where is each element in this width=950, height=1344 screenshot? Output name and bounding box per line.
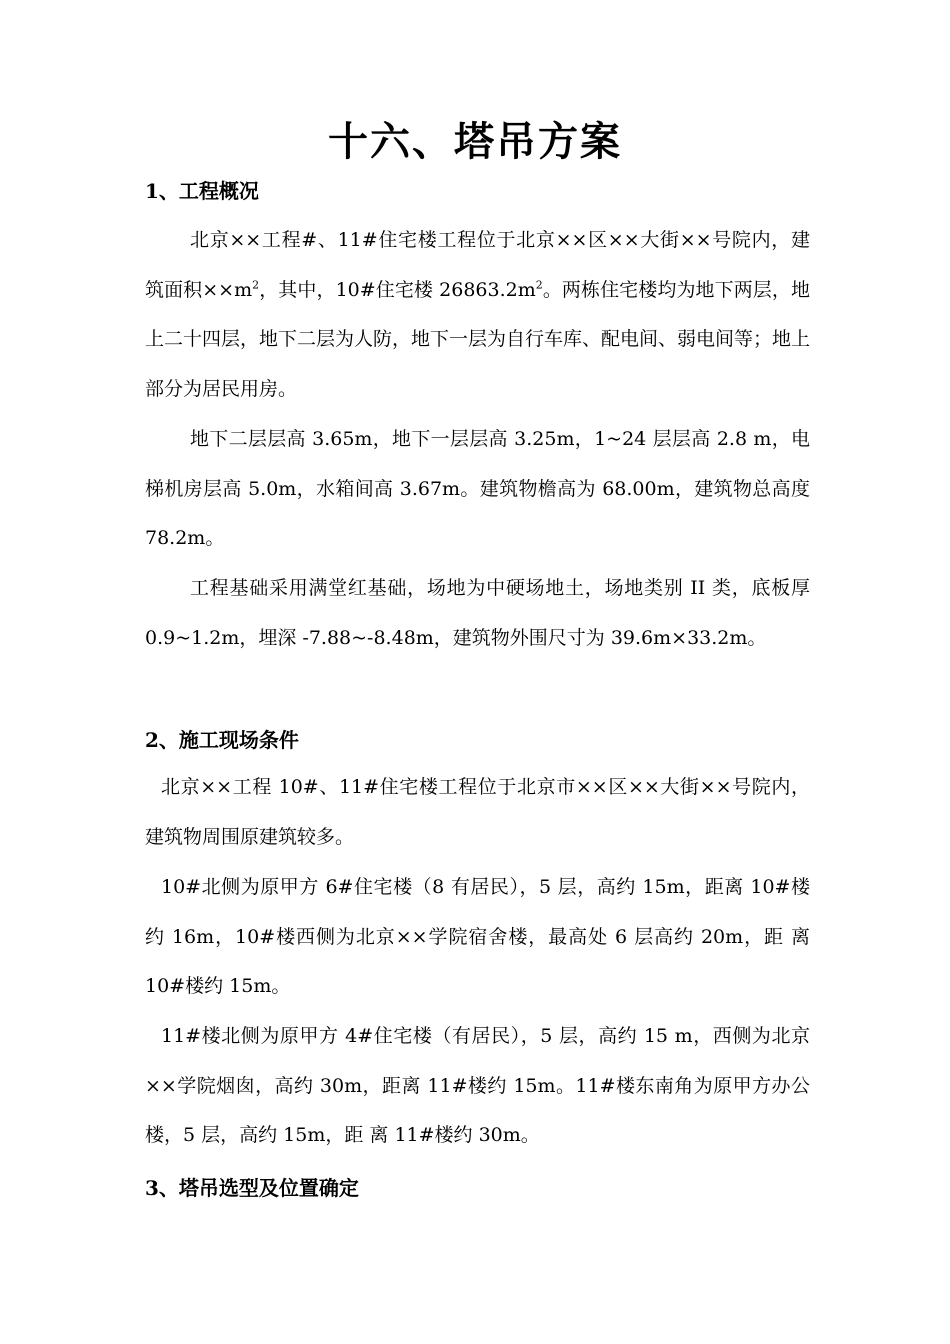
section-1-paragraph-3: 工程基础采用满堂红基础，场地为中硬场地土，场地类别 II 类，底板厚 0.9~1.2m，埋深 -7.88~-8.48m，建筑物外围尺寸为 39.6m×33.2m。 bbox=[145, 577, 810, 649]
section-1-paragraph-1: 北京××工程#、11#住宅楼工程位于北京××区××大街××号院内，建筑面积$\times\times m^2$，其中，10#住宅楼 $26863.2m^2$。两栋住宅楼均为地下两层，地上二十四层，地下二层为人防，地下一层为自行车库、配电间、弱电间等；地上部分为居民用房。 bbox=[145, 229, 811, 400]
section-3-heading: 3、塔吊选型及位置确定 bbox=[145, 1176, 359, 1200]
section-2-paragraph-3: 11#楼北侧为原甲方 4#住宅楼（有居民），5 层，高约 15 m，西侧为北京××学院烟囱，高约 30m，距离 11#楼约 15m。11#楼东南角为原甲方办公楼，5 层，高约 15m，距 离 11#楼约 30m。 bbox=[145, 1025, 810, 1146]
document-title: 十六、塔吊方案 bbox=[328, 118, 622, 165]
section-2-heading: 2、施工现场条件 bbox=[145, 728, 299, 752]
section-2-paragraph-2: 10#北侧为原甲方 6#住宅楼（8 有居民），5 层，高约 15m，距离 10#楼约 16m，10#楼西侧为北京××学院宿舍楼，最高处 6 层高约 20m，距 离 10#楼约 15m。 bbox=[145, 876, 810, 997]
section-1-heading: 1、工程概况 bbox=[145, 179, 259, 203]
section-2-paragraph-1: 北京××工程 10#、11#住宅楼工程位于北京市××区××大街××号院内，建筑物周围原建筑较多。 bbox=[145, 776, 810, 848]
section-1-paragraph-2: 地下二层层高 3.65m，地下一层层高 3.25m，1~24 层层高 2.8 m，电梯机房层高 5.0m，水箱间高 3.67m。建筑物檐高为 68.00m，建筑物总高度 78.2m。 bbox=[145, 428, 810, 549]
